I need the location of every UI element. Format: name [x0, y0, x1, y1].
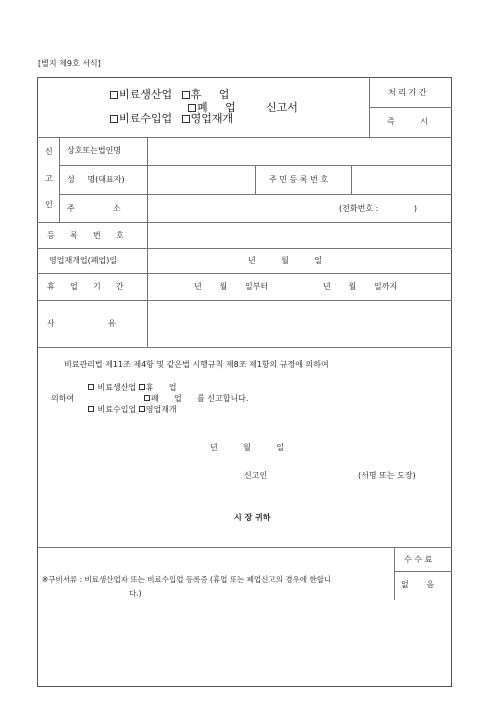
statement-submit: 를 신고합니다.	[197, 394, 249, 403]
divider	[37, 347, 452, 348]
phone-label: (전화번호 : )	[339, 204, 417, 213]
divider	[255, 165, 256, 194]
required-documents: ※구비서류 : 비료생산업자 또는 비료수입업 등록증 (휴업 또는 폐업신고의 경우에 한합니	[42, 575, 332, 584]
processing-period-label: 처 리 기 간	[388, 88, 427, 97]
divider	[351, 165, 352, 194]
registration-number-label: 등 록 번 호	[47, 231, 124, 240]
checkbox[interactable]	[139, 406, 145, 412]
checkbox[interactable]	[182, 91, 190, 99]
company-name-label: 상호또는법인명	[67, 146, 122, 155]
fee-value: 없 음	[401, 580, 435, 589]
suspension-period-from: 년 월 일부터	[194, 282, 269, 291]
statement-text: 비료관리법 제11조 제4항 및 같은법 시행규칙 제8조 제1항의 규정에 의하여	[64, 360, 329, 369]
applicant-side-char: 신	[45, 147, 53, 156]
statement-prefix: 의하여	[51, 394, 75, 403]
statement-options-line3: 비료수입업 영업재개	[88, 406, 177, 414]
resident-number-label: 주 민 등 록 번 호	[269, 175, 329, 184]
recipient: 시 장 귀하	[234, 513, 271, 522]
checkbox[interactable]	[182, 115, 190, 123]
company-name-field[interactable]	[150, 140, 448, 162]
divider	[369, 77, 370, 137]
representative-field[interactable]	[150, 168, 252, 191]
checkbox[interactable]	[139, 384, 145, 390]
address-field[interactable]	[150, 197, 335, 219]
fee-label: 수 수 료	[404, 555, 433, 564]
form-title-line1: 비료생산업 휴 업	[110, 89, 229, 100]
applicant-side-char: 고	[45, 174, 53, 183]
checkbox[interactable]	[188, 104, 196, 112]
divider	[59, 137, 60, 222]
form-title-line2: 폐 업	[188, 102, 236, 113]
divider	[394, 571, 452, 572]
statement-date: 년 월 일	[210, 443, 285, 452]
signature-label: (서명 또는 도장)	[358, 471, 416, 480]
reason-label: 사 유	[47, 319, 116, 328]
checkbox[interactable]	[88, 406, 94, 412]
divider	[369, 107, 452, 108]
reason-field[interactable]	[150, 303, 448, 344]
business-date-value: 년 월 일	[248, 256, 323, 265]
resident-number-field[interactable]	[354, 168, 448, 191]
checkbox[interactable]	[110, 91, 118, 99]
checkbox[interactable]	[88, 384, 94, 390]
address-label: 주 소	[67, 204, 121, 213]
statement-options-line1: 비료생산업 휴 업	[88, 384, 176, 392]
representative-label: 성 명(대표자)	[67, 175, 125, 184]
form-title-suffix: 신고서	[266, 101, 298, 114]
divider	[37, 137, 452, 138]
applicant-side-char: 인	[45, 200, 53, 209]
divider	[37, 300, 452, 301]
divider	[59, 194, 452, 195]
checkbox[interactable]	[144, 395, 150, 401]
registration-number-field[interactable]	[150, 225, 448, 245]
divider	[394, 547, 395, 600]
divider	[37, 547, 452, 548]
required-documents-cont: 다.)	[129, 589, 142, 598]
suspension-period-to: 년 월 일까지	[323, 282, 398, 291]
divider	[147, 137, 148, 347]
signer-label: 신고인	[244, 471, 268, 480]
statement-options-line2: 폐 업	[144, 395, 182, 403]
form-number: [별지 제9호 서식]	[38, 59, 101, 68]
divider	[37, 273, 452, 274]
suspension-period-label: 휴 업 기 간	[47, 282, 124, 291]
form-title-line3: 비료수입업 영업재개	[110, 113, 233, 124]
checkbox[interactable]	[110, 115, 118, 123]
divider	[37, 248, 452, 249]
divider	[37, 222, 452, 223]
processing-period-value: 즉 시	[387, 117, 428, 126]
business-date-label: 영업재개업(폐업)일	[49, 256, 118, 265]
